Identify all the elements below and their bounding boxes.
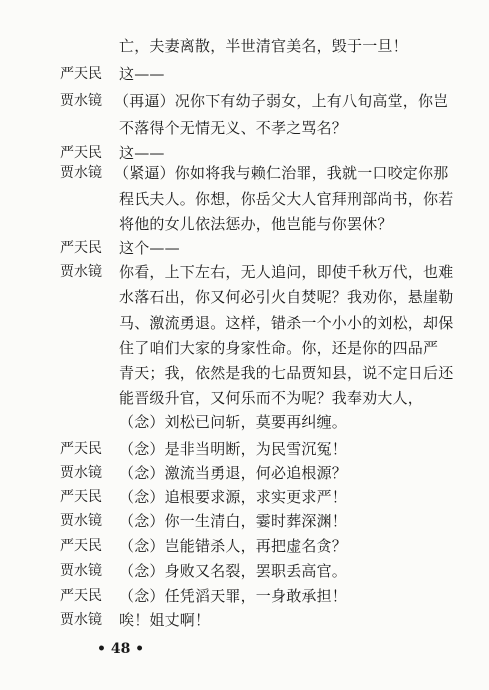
- text-line: （紧逼）你如将我与赖仁治罪，我就一口咬定你那: [114, 164, 449, 182]
- speaker-label: 严天民: [60, 240, 102, 256]
- text-line: （念）追根要求源，求实更求严！: [119, 488, 348, 506]
- text-line: 能晋级升官，又何乐而不为呢？我奉劝大人，: [119, 389, 424, 407]
- text-line: 亡，夫妻离散，半世清官美名，毁于一旦！: [119, 37, 408, 55]
- text-line: 这——: [119, 144, 165, 162]
- text-line: （念）岂能错杀人，再把虚名贪？: [119, 537, 348, 555]
- speaker-label: 严天民: [60, 441, 102, 457]
- text-line: 住了咱们大家的身家性命。你，还是你的四品严: [119, 339, 439, 357]
- page-number: • 48 •: [97, 641, 145, 657]
- text-line: （念）激流当勇退，何必追根源？: [119, 464, 348, 482]
- speaker-label: 严天民: [60, 588, 102, 604]
- text-line: （念）身败又名裂，罢职丢高官。: [119, 562, 348, 580]
- speaker-label: 贾水镜: [60, 165, 102, 181]
- text-line: （念）是非当明断，为民雪沉冤！: [119, 440, 348, 458]
- speaker-label: 贾水镜: [60, 563, 102, 579]
- text-line: 唉！姐丈啊！: [119, 611, 211, 629]
- text-line: 这——: [119, 65, 165, 83]
- speaker-label: 严天民: [60, 66, 102, 82]
- speaker-label: 贾水镜: [60, 513, 102, 529]
- speaker-label: 贾水镜: [60, 93, 102, 109]
- speaker-label: 严天民: [60, 145, 102, 161]
- text-line: 水落石出，你又何必引火自焚呢？我劝你，悬崖勒: [119, 288, 454, 306]
- text-line: （念）刘松已问斩，莫要再纠缠。: [119, 413, 348, 431]
- text-line: 将他的女儿依法惩办，他岂能与你罢休？: [119, 215, 393, 233]
- speaker-label: 严天民: [60, 489, 102, 505]
- speaker-label: 贾水镜: [60, 264, 102, 280]
- text-line: 这个——: [119, 239, 180, 257]
- speaker-label: 贾水镜: [60, 612, 102, 628]
- text-line: 马、激流勇退。这样，错杀一个小小的刘松，却保: [119, 314, 454, 332]
- speaker-label: 贾水镜: [60, 465, 102, 481]
- speaker-label: 严天民: [60, 538, 102, 554]
- text-line: 不落得个无情无义、不孝之骂名？: [119, 119, 348, 137]
- text-line: 程氏夫人。你想，你岳父大人官拜刑部尚书，你若: [119, 190, 454, 208]
- text-line: （念）你一生清白，霎时葬深渊！: [119, 512, 348, 530]
- text-line: （念）任凭滔天罪，一身敢承担！: [119, 587, 348, 605]
- text-line: （再逼）况你下有幼子弱女，上有八旬高堂，你岂: [114, 92, 449, 110]
- text-line: 你看，上下左右，无人追问，即使千秋万代，也难: [119, 263, 454, 281]
- text-line: 青天；我，依然是我的七品贾知县，说不定日后还: [119, 364, 454, 382]
